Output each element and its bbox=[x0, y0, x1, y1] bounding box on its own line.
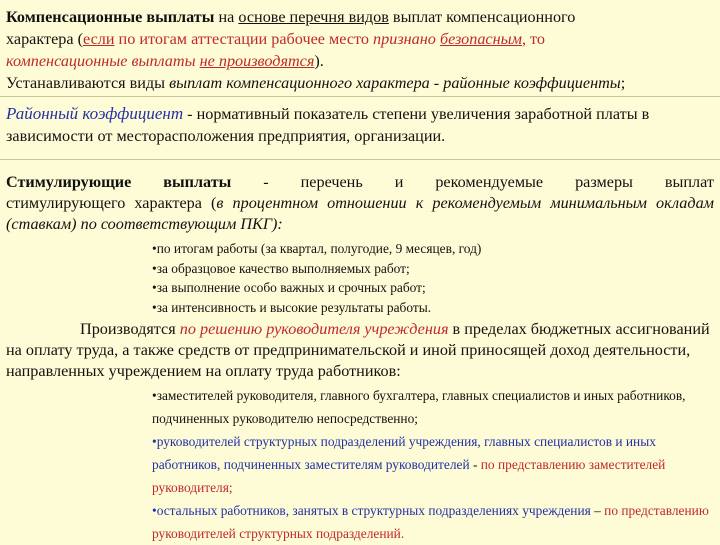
text-red: , то bbox=[521, 30, 546, 48]
compensation-block bbox=[0, 3, 720, 97]
incentive-line-1 bbox=[6, 172, 714, 193]
text-italic: выплат компенсационного характера - районные коэффициенты bbox=[169, 74, 621, 92]
produced-paragraph bbox=[6, 319, 714, 382]
text: ). bbox=[314, 52, 324, 70]
list-item: •руководителей структурных подразделений учреждения, главных специалистов и иных работников, подчиненных заместителям руководителей - по представлению заместителей руководителя; bbox=[152, 434, 666, 496]
list-item: •заместителей руководителя, главного бухгалтера, главных специалистов и иных работников, подчиненных руководителю непосредственно; bbox=[152, 388, 686, 427]
text-underlined: основе перечня видов bbox=[238, 8, 389, 26]
text: стимулирующего характера ( bbox=[6, 194, 217, 212]
text: - bbox=[183, 105, 197, 123]
text: выплат компенсационного bbox=[388, 8, 576, 26]
regional-coefficient-term: Районный коэффициент bbox=[6, 104, 184, 123]
incentive-bullets bbox=[6, 239, 714, 317]
list-item: •за образцовое качество выполняемых работ; bbox=[152, 260, 410, 276]
text-italic-red: компенсационные выплаты bbox=[6, 52, 196, 70]
text: Устанавливаются виды bbox=[6, 74, 170, 92]
main-content bbox=[0, 172, 720, 545]
text-italic-underlined-red: безопасным bbox=[439, 30, 522, 48]
text-italic-underlined-red: не производятся bbox=[199, 52, 315, 70]
text: в пределах бюджетных ассигнований на оплату труда, а также средств от предпринимательской и иной приносящей доход деятельности, направленных учреждением на оплату труда работников: bbox=[6, 320, 710, 381]
regional-coefficient-definition: нормативный показатель степени увеличения заработной платы в зависимости от месторасположения предприятия, организации. bbox=[6, 105, 650, 145]
list-item: •остальных работников, занятых в структурных подразделениях учреждения – по представлению руководителей структурных подразделений. bbox=[152, 503, 709, 542]
text: характера ( bbox=[6, 30, 83, 48]
list-item: •за интенсивность и высокие результаты работы. bbox=[152, 299, 432, 315]
text: ; bbox=[620, 74, 626, 92]
text: Производятся bbox=[80, 320, 180, 339]
regional-coefficient-block bbox=[0, 100, 720, 160]
list-item: •за выполнение особо важных и срочных работ; bbox=[152, 280, 426, 296]
incentive-line-2 bbox=[6, 193, 714, 235]
text-underlined-red: если bbox=[82, 30, 115, 48]
payment-recipients bbox=[6, 384, 714, 545]
text-italic-red: по решению руководителя учреждения bbox=[179, 320, 449, 339]
text: на bbox=[214, 8, 239, 26]
incentive-title: Стимулирующие выплаты bbox=[6, 173, 232, 191]
text-italic: в процентном отношении к рекомендуемым минимальным окладам (ставкам) по соответствующим ПКГ): bbox=[6, 194, 714, 233]
text: - перечень и рекомендуемые размеры выплат bbox=[231, 173, 714, 191]
compensation-title: Компенсационные выплаты bbox=[6, 8, 215, 26]
text-red: по итогам аттестации рабочее место bbox=[114, 30, 374, 48]
list-item: •по итогам работы (за квартал, полугодие, 9 месяцев, год) bbox=[152, 241, 482, 256]
text-italic-red: признано bbox=[373, 30, 436, 48]
